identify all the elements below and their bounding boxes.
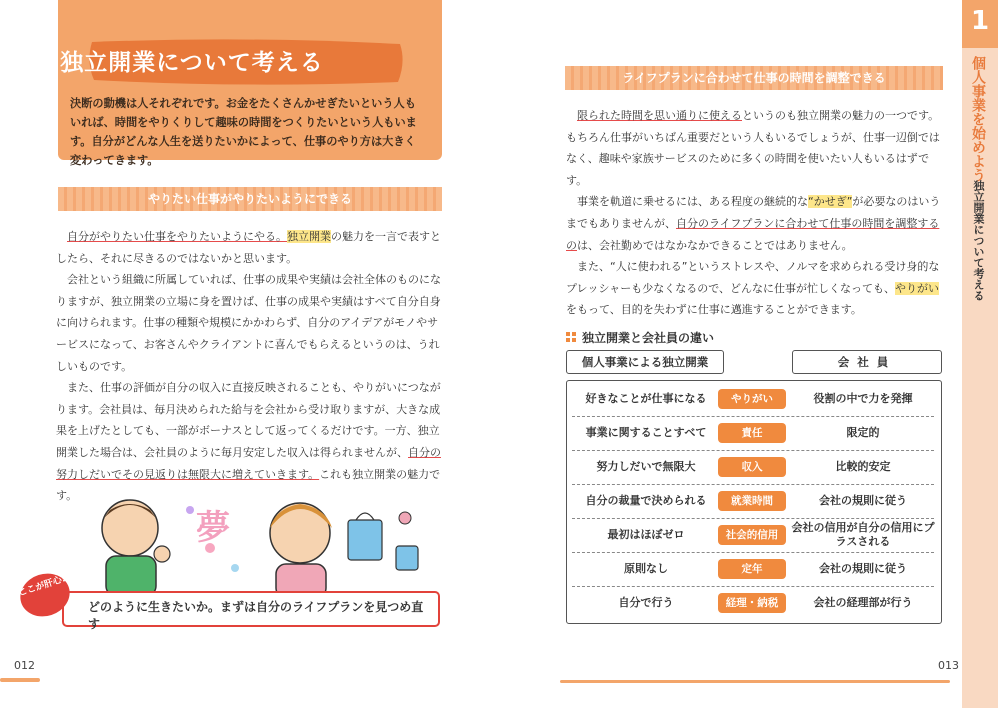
callout-text: どのように生きたいか。まずは自分のライフプランを見つめ直す bbox=[88, 600, 424, 631]
people-illustration bbox=[90, 488, 450, 598]
table-cell-left: 自分の裁量で決められる bbox=[585, 494, 707, 507]
table-cell-right: 役割の中で力を発揮 bbox=[813, 392, 913, 405]
table-header-left: 個人事業による独立開業 bbox=[566, 350, 724, 374]
paragraph-text: これも独立開業の魅力です。 bbox=[56, 467, 441, 503]
section-heading-right: ライフプランに合わせて仕事の時間を調整できる bbox=[565, 66, 943, 90]
callout-tag: ここが肝心! bbox=[15, 567, 76, 622]
paragraph-text: また、“人に使われる”というストレスや、ノルマを求められる受け身的なプレッシャーも少なくなるので、どんなに仕事が忙しくなっても、 bbox=[566, 260, 940, 295]
table-row bbox=[566, 450, 940, 484]
paragraph bbox=[566, 105, 948, 191]
paragraph-text: 会社という組織に所属していれば、仕事の成果や実績は会社全体のものになりますが、独立開業の立場に身を置けば、仕事の成果や実績はすべて自分自身に向けられます。仕事の種類や規模にかかわらず、自分のアイデアがモノやサービスになって、お客さんやクライアントに喜んでもらえるというのは、うれしいものです。 bbox=[56, 273, 441, 373]
row-divider bbox=[572, 450, 934, 451]
table-cell-category: 定年 bbox=[718, 559, 786, 579]
row-divider bbox=[572, 416, 934, 417]
section-vertical-title: 独立開業について考える bbox=[972, 180, 985, 301]
table-cell-category: やりがい bbox=[718, 389, 786, 409]
paragraph-text: また、仕事の評価が自分の収入に直接反映されることも、やりがいにつながります。会社員は、毎月決められた給与を会社から受け取りますが、大きな成果を上げたとしても、一部がボーナスとして返ってくるだけです。一方、独立開業した場合は、会社員のように毎月安定した収入は得られませんが、 bbox=[56, 381, 441, 459]
highlighted-text: 独立開業 bbox=[287, 230, 331, 243]
row-divider bbox=[572, 484, 934, 485]
grid-icon bbox=[566, 332, 576, 342]
paragraph-text: が必要なのはいうまでもありませんが、 bbox=[566, 195, 941, 230]
underlined-text: 自分がやりたい仕事をやりたいようにやる。 bbox=[67, 230, 287, 243]
table-row bbox=[566, 416, 940, 450]
table-cell-category: 就業時間 bbox=[718, 491, 786, 511]
table-cell-category: 責任 bbox=[718, 423, 786, 443]
footer-line-left bbox=[0, 678, 40, 682]
chapter-number: 1 bbox=[970, 6, 990, 36]
hero-intro-text: 決断の動機は人それぞれです。お金をたくさんかせぎたいという人もいれば、時間をやりくりして趣味の時間をつくりたいという人もいます。自分がどんな人生を送りたいかによって、仕事のやり方は大きく変わってきます。 bbox=[70, 97, 417, 167]
paragraph bbox=[56, 226, 446, 269]
underlined-text: 自分の努力しだいでその見返りは無限大に増えていきます。 bbox=[56, 445, 441, 481]
section-heading-left: やりたい仕事がやりたいようにできる bbox=[58, 187, 442, 211]
paragraph-text: 事業を軌道に乗せるには、ある程度の継続的な bbox=[577, 195, 808, 209]
table-cell-right: 会社の規則に従う bbox=[819, 494, 907, 507]
hero-title: 独立開業について考える bbox=[60, 50, 324, 76]
footer-line-right bbox=[560, 680, 950, 683]
table-row bbox=[566, 382, 940, 416]
table-cell-left: 自分で行う bbox=[618, 596, 674, 609]
table-cell-left: 努力しだいで無限大 bbox=[596, 460, 696, 473]
table-row bbox=[566, 552, 940, 586]
table-cell-right: 会社の規則に従う bbox=[819, 562, 907, 575]
table-cell-left: 事業に関することすべて bbox=[585, 426, 707, 439]
row-divider bbox=[572, 552, 934, 553]
paragraph bbox=[566, 191, 948, 256]
chapter-title: 個人事業を始めよう bbox=[970, 56, 986, 182]
paragraph-text: というのも独立開業の魅力の一つです。もちろん仕事がいちばん重要だという人もいるでしょうが、仕事一辺倒ではなく、趣味や家族サービスのために多くの時間を使いたい人もいるはずです。 bbox=[566, 109, 940, 187]
underlined-text: 自分のライフプランに合わせて仕事の時間を調整するの bbox=[566, 216, 940, 252]
right-body-text bbox=[566, 105, 948, 321]
table-row bbox=[566, 586, 940, 620]
table-cell-right: 会社の信用が自分の信用にプラスされる bbox=[791, 521, 935, 548]
table-header-right: 会社員 bbox=[792, 350, 942, 374]
table-row bbox=[566, 484, 940, 518]
table-cell-left: 最初はほぼゼロ bbox=[607, 528, 685, 541]
underlined-text: 限られた時間を思い通りに使える bbox=[577, 109, 742, 122]
row-divider bbox=[572, 586, 934, 587]
table-cell-right: 会社の経理部が行う bbox=[813, 596, 913, 609]
table-cell-left: 原則なし bbox=[624, 562, 668, 575]
row-divider bbox=[572, 518, 934, 519]
table-cell-left: 好きなことが仕事になる bbox=[585, 392, 707, 405]
paragraph bbox=[56, 269, 446, 377]
paragraph-text: の魅力を一言で表すとしたら、それに尽きるのではないかと思います。 bbox=[56, 230, 441, 265]
table-cell-category: 社会的信用 bbox=[718, 525, 786, 545]
page-number-left: 012 bbox=[14, 659, 35, 672]
dream-kanji: 夢 bbox=[196, 508, 230, 548]
table-cell-right: 限定的 bbox=[846, 426, 880, 439]
table-title: 独立開業と会社員の違い bbox=[582, 331, 715, 345]
table-row bbox=[566, 518, 940, 552]
table-cell-right: 比較的安定 bbox=[835, 460, 891, 473]
highlighted-text: やりがい bbox=[895, 281, 940, 295]
left-body-text bbox=[56, 226, 446, 507]
page-number-right: 013 bbox=[938, 659, 959, 672]
table-cell-category: 経理・納税 bbox=[718, 593, 786, 613]
highlighted-text: “かせぎ” bbox=[808, 195, 853, 209]
table-cell-category: 収入 bbox=[718, 457, 786, 477]
paragraph bbox=[566, 256, 948, 321]
paragraph-text: をもって、目的を失わずに仕事に邁進することができます。 bbox=[566, 303, 862, 317]
paragraph-text: は、会社勤めではなかなかできることではありません。 bbox=[577, 238, 853, 252]
